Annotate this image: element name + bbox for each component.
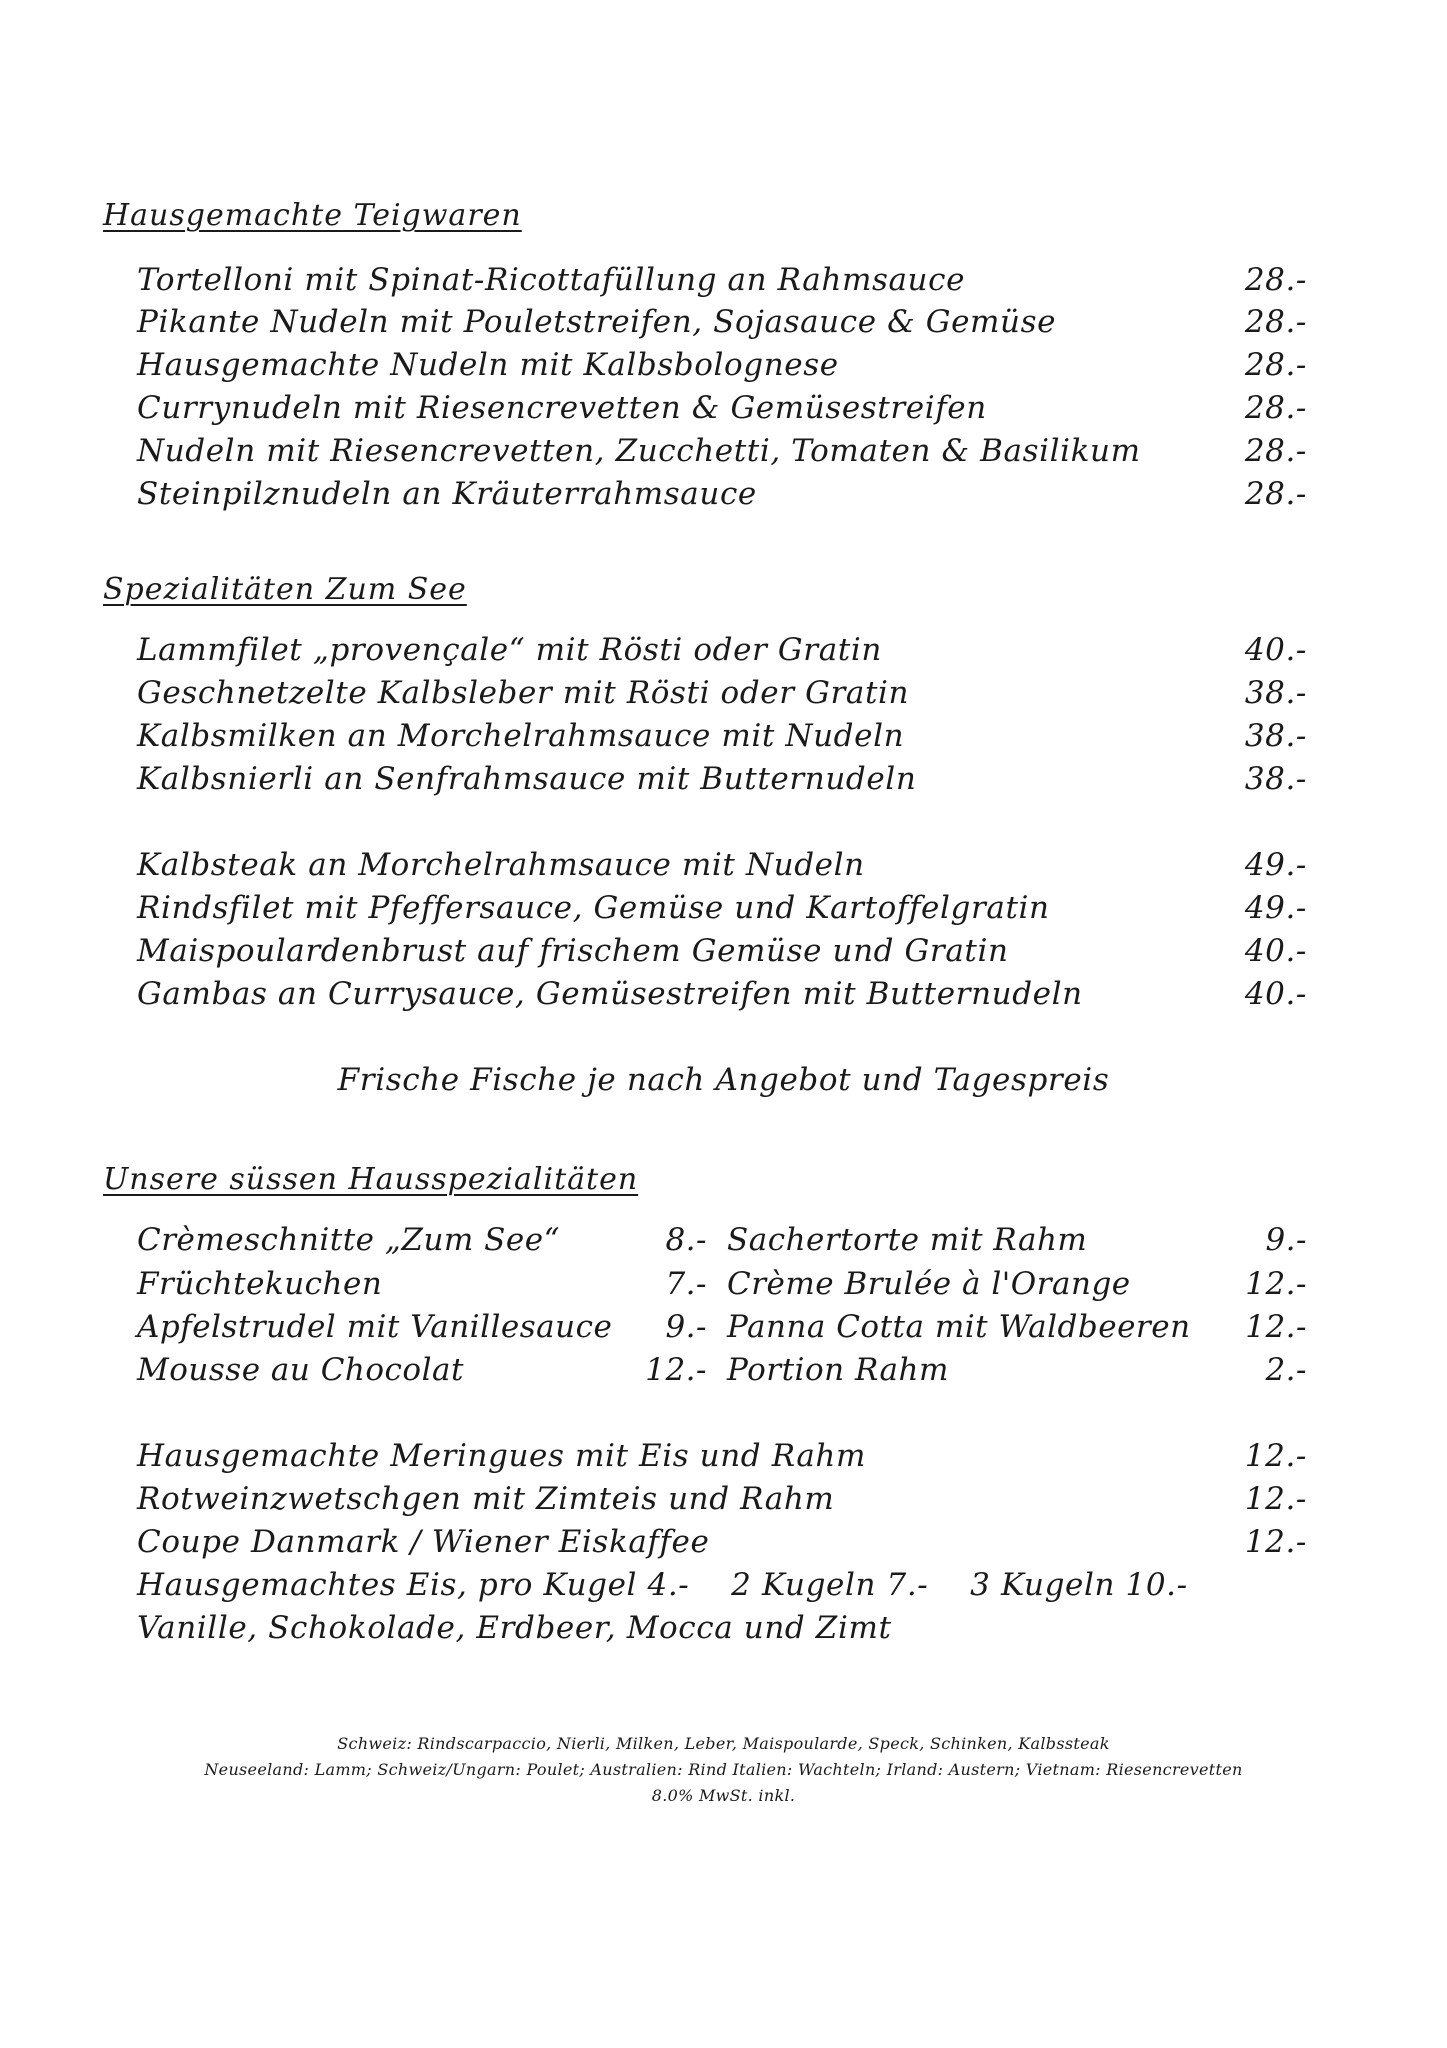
- dessert-name: Mousse au Chocolat: [137, 1352, 464, 1388]
- dessert-name: Panna Cotta mit Waldbeeren: [727, 1309, 1191, 1345]
- dessert-price: 2.-: [1265, 1352, 1307, 1388]
- dessert-name: Crème Brulée à l'Orange: [727, 1266, 1131, 1302]
- ice-cream-flavors: Vanille, Schokolade, Erdbeer, Mocca und Zimt: [137, 1610, 892, 1646]
- dessert-price: 12.-: [645, 1352, 707, 1388]
- menu-item-name: Nudeln mit Riesencrevetten, Zucchetti, Tomaten & Basilikum: [137, 433, 1141, 469]
- menu-item-price: 12.-: [1244, 1438, 1307, 1474]
- menu-item-price: 12.-: [1244, 1481, 1307, 1517]
- menu-item-name: Kalbsnierli an Senfrahmsauce mit Butternudeln: [137, 761, 917, 797]
- menu-item: [137, 388, 1307, 428]
- menu-item-name: Maispoulardenbrust auf frischem Gemüse und Gratin: [137, 933, 1009, 969]
- dessert-name: Sachertorte mit Rahm: [727, 1222, 1088, 1258]
- ice-cream-pricing: Hausgemachtes Eis, pro Kugel 4.- 2 Kugeln 7.- 3 Kugeln 10.-: [137, 1567, 1188, 1603]
- menu-item-name: Lammfilet „provençale“ mit Rösti oder Gratin: [137, 632, 882, 668]
- menu-item-price: 40.-: [1244, 632, 1307, 668]
- dessert-pair-row: [137, 1264, 1307, 1304]
- menu-item: [137, 716, 1307, 756]
- vat-note: 8.0% MwSt. inkl.: [651, 1786, 796, 1805]
- section-title-pasta: Hausgemachte Teigwaren: [103, 198, 522, 233]
- menu-item-name: Hausgemachte Meringues mit Eis und Rahm: [137, 1438, 866, 1474]
- menu-item: [137, 260, 1307, 300]
- menu-item-price: 40.-: [1244, 976, 1307, 1012]
- menu-item: [137, 845, 1307, 885]
- menu-item-price: 40.-: [1244, 933, 1307, 969]
- menu-item-price: 28.-: [1244, 433, 1307, 469]
- dessert-name: Crèmeschnitte „Zum See“: [137, 1222, 560, 1258]
- section-title-specials: Spezialitäten Zum See: [103, 572, 467, 607]
- menu-item-price: 49.-: [1244, 890, 1307, 926]
- dessert-price: 7.-: [665, 1266, 707, 1302]
- origin-note-1: Schweiz: Rindscarpaccio, Nierli, Milken, Leber, Maispoularde, Speck, Schinken, Kalbssteak: [337, 1734, 1110, 1753]
- menu-item-name: Rotweinzwetschgen mit Zimteis und Rahm: [137, 1481, 835, 1517]
- menu-item: [137, 1522, 1307, 1562]
- menu-item: [137, 1436, 1307, 1476]
- menu-item-name: Hausgemachte Nudeln mit Kalbsbolognese: [137, 347, 839, 383]
- menu-item-name: Gambas an Currysauce, Gemüsestreifen mit Butternudeln: [137, 976, 1083, 1012]
- dessert-pair-row: [137, 1350, 1307, 1390]
- menu-item-price: 38.-: [1244, 675, 1307, 711]
- menu-item-price: 38.-: [1244, 718, 1307, 754]
- dessert-name: Apfelstrudel mit Vanillesauce: [137, 1309, 613, 1345]
- menu-item-price: 28.-: [1244, 476, 1307, 512]
- menu-item-price: 49.-: [1244, 847, 1307, 883]
- menu-item: [137, 474, 1307, 514]
- menu-item-name: Coupe Danmark / Wiener Eiskaffee: [137, 1524, 710, 1560]
- menu-item: [137, 974, 1307, 1014]
- menu-item-name: Tortelloni mit Spinat-Ricottafüllung an Rahmsauce: [137, 262, 966, 298]
- menu-item: [137, 630, 1307, 670]
- dessert-price: 9.-: [1265, 1222, 1307, 1258]
- menu-item-price: 28.-: [1244, 262, 1307, 298]
- menu-item-name: Steinpilznudeln an Kräuterrahmsauce: [137, 476, 757, 512]
- dessert-price: 8.-: [665, 1222, 707, 1258]
- menu-item-price: 28.-: [1244, 304, 1307, 340]
- dessert-pair-row: [137, 1220, 1307, 1260]
- dessert-price: 12.-: [1245, 1266, 1307, 1302]
- fresh-fish-note: Frische Fische je nach Angebot und Tagespreis: [337, 1062, 1110, 1098]
- dessert-pair-row: [137, 1307, 1307, 1347]
- dessert-name: Portion Rahm: [727, 1352, 949, 1388]
- menu-item: [137, 302, 1307, 342]
- menu-item-price: 12.-: [1244, 1524, 1307, 1560]
- menu-item-name: Rindsfilet mit Pfeffersauce, Gemüse und Kartoffelgratin: [137, 890, 1050, 926]
- menu-item: [137, 759, 1307, 799]
- menu-item: [137, 431, 1307, 471]
- dessert-name: Früchtekuchen: [137, 1266, 383, 1302]
- menu-item-name: Kalbsteak an Morchelrahmsauce mit Nudeln: [137, 847, 865, 883]
- dessert-price: 12.-: [1245, 1309, 1307, 1345]
- menu-item-name: Pikante Nudeln mit Pouletstreifen, Sojasauce & Gemüse: [137, 304, 1057, 340]
- menu-item: [137, 1479, 1307, 1519]
- menu-item: [137, 673, 1307, 713]
- menu-item-price: 28.-: [1244, 347, 1307, 383]
- menu-item-name: Kalbsmilken an Morchelrahmsauce mit Nudeln: [137, 718, 905, 754]
- dessert-price: 9.-: [665, 1309, 707, 1345]
- menu-item-price: 28.-: [1244, 390, 1307, 426]
- section-title-desserts: Unsere süssen Hausspezialitäten: [103, 1162, 639, 1197]
- menu-item: [137, 345, 1307, 385]
- origin-note-2: Neuseeland: Lamm; Schweiz/Ungarn: Poulet; Australien: Rind Italien: Wachteln; Irland: Austern; Vietnam: Riesencrevetten: [204, 1760, 1243, 1779]
- menu-item: [137, 888, 1307, 928]
- menu-item-price: 38.-: [1244, 761, 1307, 797]
- menu-item-name: Geschnetzelte Kalbsleber mit Rösti oder Gratin: [137, 675, 910, 711]
- menu-item-name: Currynudeln mit Riesencrevetten & Gemüsestreifen: [137, 390, 987, 426]
- menu-item: [137, 931, 1307, 971]
